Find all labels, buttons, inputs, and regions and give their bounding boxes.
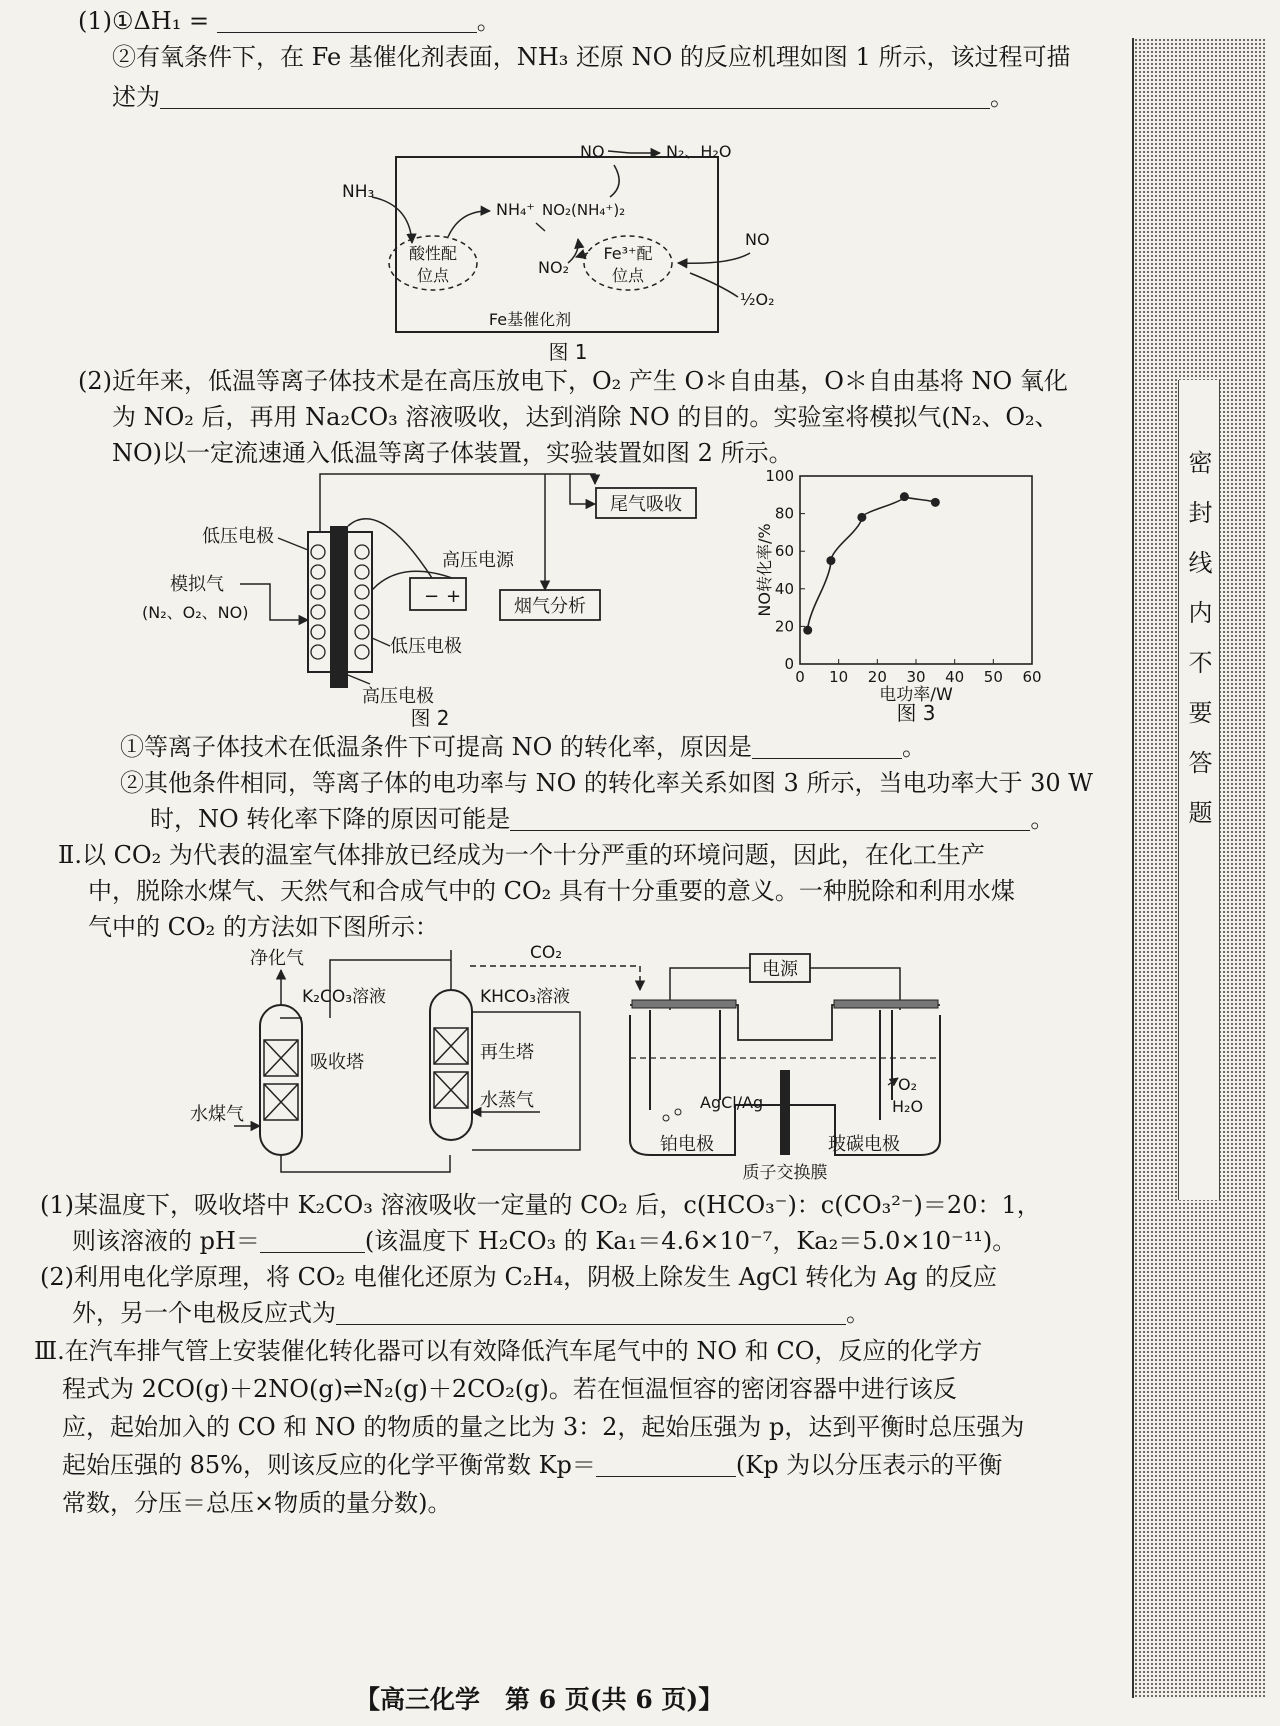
part3-line5: 常数，分压＝总压×物质的量分数)。 xyxy=(62,1489,452,1517)
part2-q2-line2: 外，另一个电极反应式为 。 xyxy=(72,1299,870,1327)
chart-x-tick-label: 20 xyxy=(867,668,887,686)
label-o2: O₂ xyxy=(898,1075,918,1094)
chart-xlabel: 电功率/W xyxy=(879,685,953,705)
chart-plot-area xyxy=(800,476,1032,664)
figure-3-chart xyxy=(740,467,1080,725)
chart-point xyxy=(803,626,812,635)
chart-x-tick-label: 0 xyxy=(795,668,805,686)
label-agcl-ag: AgCl/Ag xyxy=(700,1093,764,1112)
absorber-tower xyxy=(260,1005,302,1155)
page-footer: 【高三化学 第 6 页(共 6 页)】 xyxy=(355,1685,724,1714)
part2-intro-3: 气中的 CO₂ 的方法如下图所示： xyxy=(88,913,439,941)
label-no2-nh4: NO₂(NH₄⁺)₂ xyxy=(542,201,626,219)
q1-1: (1)①ΔH₁ = 。 xyxy=(78,7,501,35)
label-high-electrode: 高压电极 xyxy=(362,686,434,707)
fig2-caption: 图 2 xyxy=(410,706,450,730)
high-voltage-rod xyxy=(330,526,348,688)
regenerator-tower xyxy=(430,990,472,1140)
svg-text:位点: 位点 xyxy=(416,266,450,285)
figure-1 xyxy=(330,135,780,365)
svg-text:位点: 位点 xyxy=(611,266,645,285)
fig3-caption: 图 3 xyxy=(896,701,936,725)
label-no-top: NO xyxy=(580,142,605,161)
label-k2co3: K₂CO₃溶液 xyxy=(302,987,387,1007)
label-nh3: NH₃ xyxy=(342,182,375,202)
part3-line3: 应，起始加入的 CO 和 NO 的物质的量之比为 3：2，起始压强为 p，达到平衡时总压强为 xyxy=(62,1413,1025,1441)
chart-point xyxy=(826,556,835,565)
label-sim-gas-comp: (N₂、O₂、NO) xyxy=(142,603,249,622)
q1-2-line1: ②有氧条件下，在 Fe 基催化剂表面，NH₃ 还原 NO 的反应机理如图 1 所示，该过程可描 xyxy=(112,43,1071,71)
binding-warning: 密封线内不要答题 xyxy=(1184,450,1212,850)
chart-series-line xyxy=(808,497,936,630)
label-high-power: 高压电源 xyxy=(442,550,514,571)
part2-intro-1: Ⅱ.以 CO₂ 为代表的温室气体排放已经成为一个十分严重的环境问题，因此，在化工生产 xyxy=(58,841,985,869)
label-glassy-carbon: 玻碳电极 xyxy=(828,1134,900,1155)
chart-ylabel: NO转化率/% xyxy=(755,523,774,617)
label-khco3: KHCO₃溶液 xyxy=(480,987,570,1007)
proton-exchange-membrane xyxy=(780,1070,790,1155)
chart-x-tick-label: 30 xyxy=(906,668,926,686)
part2-q1-line1: (1)某温度下，吸收塔中 K₂CO₃ 溶液吸收一定量的 CO₂ 后，c(HCO₃⁻)：c(CO₃²⁻)＝20：1， xyxy=(40,1191,1041,1219)
chart-x-tick-label: 50 xyxy=(983,668,1003,686)
label-pt-electrode: 铂电极 xyxy=(660,1134,714,1155)
svg-text:电源: 电源 xyxy=(762,959,798,980)
label-low-electrode-bottom: 低压电极 xyxy=(390,636,462,657)
q2-2-line1: ②其他条件相同，等离子体的电功率与 NO 的转化率关系如图 3 所示，当电功率大于 30 W xyxy=(120,769,1093,797)
q2-line1: (2)近年来，低温等离子体技术是在高压放电下，O₂ 产生 O＊自由基，O＊自由基将 NO 氧化 xyxy=(78,367,1068,395)
svg-text:尾气吸收: 尾气吸收 xyxy=(610,494,682,515)
part2-intro-2: 中，脱除水煤气、天然气和合成气中的 CO₂ 具有十分重要的意义。一种脱除和利用水煤 xyxy=(88,877,1015,905)
label-steam: 水蒸气 xyxy=(480,1090,534,1111)
part3-line4: 起始压强的 85%，则该反应的化学平衡常数 Kp＝ (Kp 为以分压表示的平衡 xyxy=(62,1451,1003,1479)
label-purified-gas: 净化气 xyxy=(250,948,304,969)
label-no2: NO₂ xyxy=(538,258,569,277)
chart-point xyxy=(857,513,866,522)
label-no-right: NO xyxy=(745,230,770,249)
label-regenerator: 再生塔 xyxy=(480,1042,534,1063)
svg-text:−: − xyxy=(424,586,440,607)
label-half-o2: ½O₂ xyxy=(740,290,775,309)
svg-text:Fe³⁺配: Fe³⁺配 xyxy=(603,244,653,263)
q2-1: ①等离子体技术在低温条件下可提高 NO 的转化率，原因是 。 xyxy=(120,733,926,761)
q2-line3: NO)以一定流速通入低温等离子体装置，实验装置如图 2 所示。 xyxy=(112,439,793,467)
q1-2-line2: 述为 。 xyxy=(112,83,1014,111)
chart-y-tick-label: 80 xyxy=(774,504,794,523)
label-products: N₂、H₂O xyxy=(666,142,732,161)
chart-x-tick-label: 60 xyxy=(1022,668,1042,686)
label-low-electrode-top: 低压电极 xyxy=(202,526,274,547)
svg-text:酸性配: 酸性配 xyxy=(408,244,458,263)
chart-y-tick-label: 60 xyxy=(774,542,794,561)
label-water-gas: 水煤气 xyxy=(190,1104,244,1125)
chart-y-tick-label: 40 xyxy=(774,579,794,598)
part3-line2: 程式为 2CO(g)＋2NO(g)⇌N₂(g)＋2CO₂(g)。若在恒温恒容的密闭容器中进行该反 xyxy=(62,1375,957,1403)
figure-2 xyxy=(140,470,730,730)
label-sim-gas: 模拟气 xyxy=(170,574,224,595)
chart-y-tick-label: 100 xyxy=(765,467,794,485)
q2-line2: 为 NO₂ 后，再用 Na₂CO₃ 溶液吸收，达到消除 NO 的目的。实验室将模拟气(N₂、O₂、 xyxy=(112,403,1059,431)
chart-y-tick-label: 0 xyxy=(784,655,794,673)
part2-q2-line1: (2)利用电化学原理，将 CO₂ 电催化还原为 C₂H₄，阴极上除发生 AgCl 转化为 Ag 的反应 xyxy=(40,1263,998,1291)
chart-x-tick-label: 10 xyxy=(829,668,849,686)
label-membrane: 质子交换膜 xyxy=(742,1163,828,1183)
label-nh4: NH₄⁺ xyxy=(496,200,535,219)
svg-text:+: + xyxy=(446,586,462,607)
label-co2: CO₂ xyxy=(530,943,563,963)
chart-point xyxy=(900,492,909,501)
q2-2-line2: 时，NO 转化率下降的原因可能是 。 xyxy=(150,805,1055,833)
label-catalyst: Fe基催化剂 xyxy=(488,310,572,329)
chart-point xyxy=(931,498,940,507)
label-h2o: H₂O xyxy=(892,1097,924,1116)
figure-4-process xyxy=(180,940,1140,1185)
chart-y-tick-label: 20 xyxy=(774,617,794,636)
chart-x-tick-label: 40 xyxy=(945,668,965,686)
label-absorber: 吸收塔 xyxy=(310,1052,364,1073)
part2-q1-line2: 则该溶液的 pH＝ (该温度下 H₂CO₃ 的 Ka₁＝4.6×10⁻⁷，Ka₂＝5.0×10⁻¹¹)。 xyxy=(72,1227,1017,1255)
svg-text:烟气分析: 烟气分析 xyxy=(514,596,586,617)
part3-line1: Ⅲ.在汽车排气管上安装催化转化器可以有效降低汽车尾气中的 NO 和 CO，反应的化学方 xyxy=(34,1337,983,1365)
fig1-caption: 图 1 xyxy=(548,340,588,364)
